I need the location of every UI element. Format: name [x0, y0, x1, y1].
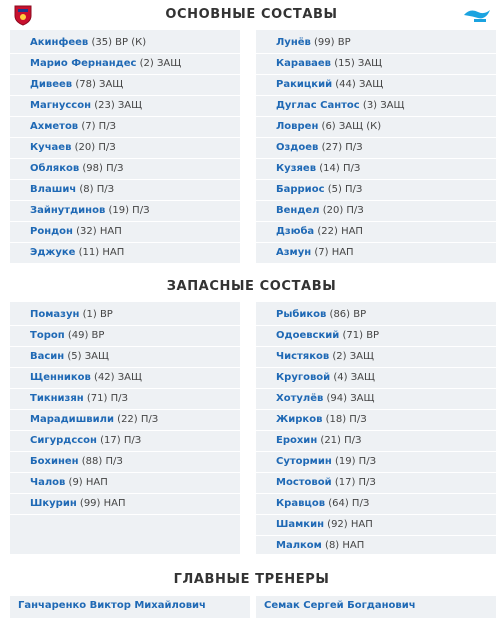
left-subs-list — [10, 302, 240, 554]
player-info: (8) НАП — [325, 540, 365, 551]
left-starting-list — [10, 30, 240, 263]
player-name-link[interactable]: Азмун — [276, 247, 312, 258]
player-name-link[interactable]: Ракицкий — [276, 79, 333, 90]
player-name-link[interactable]: Тороп — [30, 330, 65, 341]
player-name-link[interactable]: Дуглас Сантос — [276, 100, 360, 111]
player-name-link[interactable]: Рыбиков — [276, 309, 327, 320]
player-row — [276, 493, 369, 514]
player-info: (3) ЗАЩ — [362, 100, 405, 111]
head-coaches-title: ГЛАВНЫЕ ТРЕНЕРЫ — [173, 572, 330, 587]
player-name-link[interactable]: Кузяев — [276, 163, 317, 174]
player-name-link[interactable]: Жирков — [276, 414, 323, 425]
player-info: (9) НАП — [68, 477, 108, 488]
player-row — [30, 493, 126, 514]
player-row — [276, 137, 363, 158]
player-info: (71) ВР — [342, 330, 380, 341]
player-info: (17) П/З — [100, 435, 142, 446]
player-name-link[interactable]: Кравцов — [276, 498, 326, 509]
player-row — [30, 451, 123, 472]
player-info: (35) ВР (К) — [91, 37, 147, 48]
player-row — [30, 388, 128, 409]
player-info: (99) ВР — [314, 37, 351, 48]
player-info: (49) ВР — [67, 330, 105, 341]
player-name-link[interactable]: Малком — [276, 540, 322, 551]
player-info: (27) П/З — [321, 142, 363, 153]
player-row — [30, 116, 116, 137]
player-info: (5) П/З — [327, 184, 363, 195]
player-name-link[interactable]: Чалов — [30, 477, 66, 488]
player-info: (21) П/З — [320, 435, 362, 446]
player-name-link[interactable]: Оздоев — [276, 142, 319, 153]
player-name-link[interactable]: Марио Фернандес — [30, 58, 137, 69]
player-info: (42) ЗАЩ — [94, 372, 142, 383]
player-name-link[interactable]: Щенников — [30, 372, 91, 383]
player-name-link[interactable]: Магнуссон — [30, 100, 91, 111]
player-row — [276, 535, 364, 556]
player-row — [30, 74, 123, 95]
player-info: (92) НАП — [327, 519, 373, 530]
player-info: (19) П/З — [108, 205, 150, 216]
player-name-link[interactable]: Ахметов — [30, 121, 79, 132]
player-info: (88) П/З — [81, 456, 123, 467]
player-name-link[interactable]: Помазун — [30, 309, 80, 320]
player-row — [30, 409, 158, 430]
right-subs-list — [256, 302, 496, 554]
player-name-link[interactable]: Ловрен — [276, 121, 319, 132]
player-name-link[interactable]: Круговой — [276, 372, 331, 383]
player-name-link[interactable]: Одоевский — [276, 330, 340, 341]
player-info: (17) П/З — [334, 477, 376, 488]
player-row — [276, 304, 366, 325]
player-name-link[interactable]: Барриос — [276, 184, 325, 195]
player-name-link[interactable]: Мостовой — [276, 477, 332, 488]
player-info: (18) П/З — [325, 414, 367, 425]
player-row — [276, 430, 361, 451]
player-row — [30, 242, 124, 263]
player-row — [30, 367, 142, 388]
player-info: (44) ЗАЩ — [335, 79, 384, 90]
player-row — [276, 53, 382, 74]
player-row — [276, 409, 367, 430]
player-row — [276, 221, 363, 242]
player-name-link[interactable]: Шкурин — [30, 498, 77, 509]
player-name-link[interactable]: Дивеев — [30, 79, 73, 90]
player-info: (32) НАП — [76, 226, 122, 237]
player-row — [276, 472, 376, 493]
player-row — [276, 451, 376, 472]
player-info: (11) НАП — [78, 247, 125, 258]
player-name-link[interactable]: Чистяков — [276, 351, 330, 362]
player-row — [276, 116, 381, 137]
player-info: (23) ЗАЩ — [94, 100, 143, 111]
player-info: (98) П/З — [82, 163, 124, 174]
player-name-link[interactable]: Шамкин — [276, 519, 324, 530]
player-name-link[interactable]: Обляков — [30, 163, 80, 174]
player-row — [30, 32, 146, 53]
player-name-link[interactable]: Влашич — [30, 184, 77, 195]
player-name-link[interactable]: Кучаев — [30, 142, 72, 153]
player-row — [276, 74, 383, 95]
player-row — [276, 32, 351, 53]
player-info: (99) НАП — [79, 498, 126, 509]
player-row — [30, 158, 123, 179]
player-row — [30, 472, 108, 493]
player-name-link[interactable]: Ерохин — [276, 435, 318, 446]
player-info: (1) ВР — [82, 309, 113, 320]
player-row — [276, 95, 404, 116]
player-info: (71) П/З — [86, 393, 128, 404]
player-row — [30, 430, 141, 451]
player-row — [276, 514, 373, 535]
player-name-link[interactable]: Васин — [30, 351, 65, 362]
row-divider — [10, 514, 240, 515]
player-info: (5) ЗАЩ — [67, 351, 109, 362]
player-info: (8) П/З — [79, 184, 115, 195]
player-row — [30, 346, 109, 367]
player-info: (15) ЗАЩ — [334, 58, 383, 69]
player-info: (94) ЗАЩ — [326, 393, 375, 404]
row-divider — [256, 263, 496, 264]
player-row — [276, 200, 364, 221]
player-name-link[interactable]: Тикнизян — [30, 393, 84, 404]
player-row — [276, 242, 354, 263]
player-info: (7) НАП — [314, 247, 354, 258]
player-name-link[interactable]: Рондон — [30, 226, 73, 237]
player-info: (14) П/З — [319, 163, 361, 174]
player-name-link[interactable]: Хотулёв — [276, 393, 324, 404]
player-info: (86) ВР — [329, 309, 367, 320]
player-info: (20) П/З — [74, 142, 116, 153]
player-info: (78) ЗАЩ — [75, 79, 124, 90]
right-starting-list — [256, 30, 496, 263]
player-name-link[interactable]: Зайнутдинов — [30, 205, 106, 216]
player-name-link[interactable]: Вендел — [276, 205, 320, 216]
player-row — [276, 367, 375, 388]
player-info: (6) ЗАЩ (К) — [321, 121, 382, 132]
zenit-logo — [462, 6, 492, 24]
player-info: (7) П/З — [81, 121, 116, 132]
player-row — [30, 137, 116, 158]
player-name-link[interactable]: Сутормин — [276, 456, 332, 467]
left-coach-link[interactable]: Ганчаренко Виктор Михайлович — [18, 600, 206, 611]
player-info: (4) ЗАЩ — [333, 372, 375, 383]
player-row — [276, 388, 374, 409]
player-info: (2) ЗАЩ — [139, 58, 182, 69]
player-row — [30, 200, 149, 221]
starting-lineups-title: ОСНОВНЫЕ СОСТАВЫ — [165, 7, 338, 22]
player-row — [276, 346, 374, 367]
right-coach-link[interactable]: Семак Сергей Богданович — [264, 600, 416, 611]
player-name-link[interactable]: Караваев — [276, 58, 332, 69]
player-name-link[interactable]: Дзюба — [276, 226, 315, 237]
player-name-link[interactable]: Эджуке — [30, 247, 76, 258]
player-row — [276, 325, 379, 346]
player-info: (22) НАП — [317, 226, 363, 237]
row-divider — [256, 556, 496, 557]
player-row — [276, 179, 362, 200]
player-row — [30, 221, 122, 242]
player-info: (19) П/З — [334, 456, 376, 467]
player-row — [30, 325, 104, 346]
row-divider — [10, 263, 240, 264]
player-row — [30, 53, 181, 74]
player-row — [276, 158, 360, 179]
player-info: (2) ЗАЩ — [332, 351, 374, 362]
player-info: (64) П/З — [328, 498, 370, 509]
player-info: (22) П/З — [117, 414, 159, 425]
player-row — [30, 95, 142, 116]
player-name-link[interactable]: Марадишвили — [30, 414, 114, 425]
player-info: (20) П/З — [322, 205, 364, 216]
player-name-link[interactable]: Лунёв — [276, 37, 311, 48]
player-name-link[interactable]: Бохинен — [30, 456, 79, 467]
player-name-link[interactable]: Акинфеев — [30, 37, 89, 48]
player-name-link[interactable]: Сигурдссон — [30, 435, 97, 446]
substitutes-title: ЗАПАСНЫЕ СОСТАВЫ — [166, 279, 337, 294]
player-row — [30, 179, 114, 200]
player-row — [30, 304, 113, 325]
